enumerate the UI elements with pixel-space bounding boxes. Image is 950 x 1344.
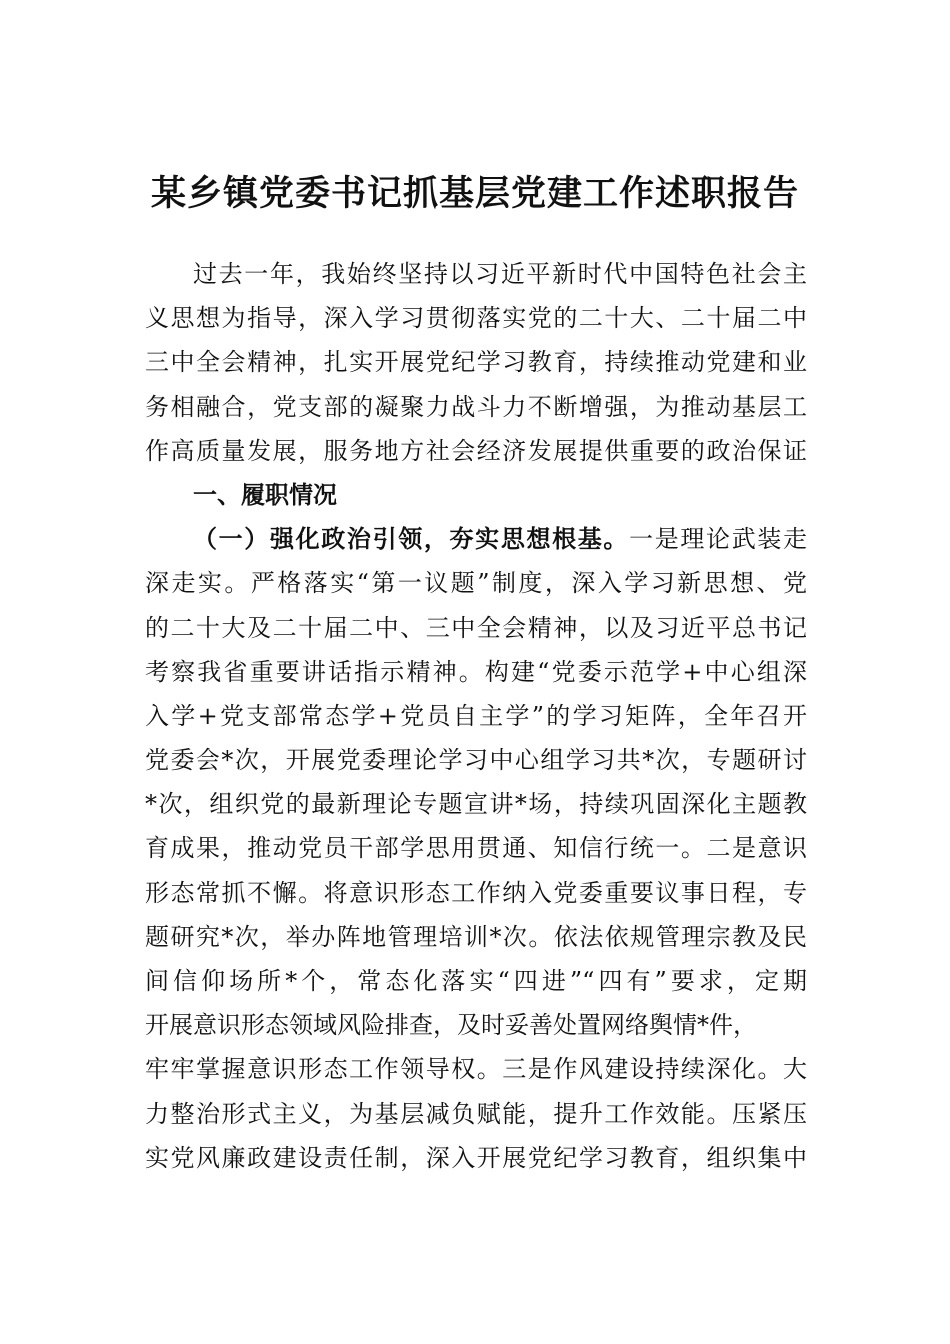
paragraph-line: 深走实。严格落实“第一议题”制度，深入学习新思想、党 xyxy=(145,569,807,598)
paragraph-line: 考察我省重要讲话指示精神。构建“党委示范学+中心组深 xyxy=(145,657,807,686)
paragraph-line: 间信仰场所*个，常态化落实“四进”“四有”要求，定期 xyxy=(145,967,807,995)
paragraph-line: 实党风廉政建设责任制，深入开展党纪学习教育，组织集中 xyxy=(145,1143,807,1172)
subsection-first-line-rest: 一是理论武装走 xyxy=(629,525,807,554)
intro-line: 务相融合，党支部的凝聚力战斗力不断增强，为推动基层工 xyxy=(145,392,807,421)
subsection-first-line xyxy=(145,517,807,561)
paragraph-line: 牢牢掌握意识形态工作领导权。三是作风建设持续深化。大 xyxy=(145,1055,807,1084)
paragraph-line: 题研究*次，举办阵地管理培训*次。依法依规管理宗教及民 xyxy=(145,922,807,951)
paragraph-line: 党委会*次，开展党委理论学习中心组学习共*次，专题研讨 xyxy=(145,746,807,775)
paragraph-line: *次，组织党的最新理论专题宣讲*场，持续巩固深化主题教 xyxy=(145,790,807,819)
document-body xyxy=(145,252,807,1180)
section-heading: 一、履职情况 xyxy=(193,480,337,509)
intro-line: 过去一年，我始终坚持以习近平新时代中国特色社会主 xyxy=(193,260,807,288)
subsection-label: （一）强化政治引领，夯实思想根基。 xyxy=(193,524,630,554)
paragraph-line: 育成果，推动党员干部学思用贯通、知信行统一。二是意识 xyxy=(145,834,807,863)
paragraph-line: 的二十大及二十届二中、三中全会精神，以及习近平总书记 xyxy=(145,613,807,642)
paragraph-line: 开展意识形态领域风险排查，及时妥善处置网络舆情*件， xyxy=(145,1011,757,1040)
intro-line: 作高质量发展，服务地方社会经济发展提供重要的政治保证 xyxy=(145,436,807,465)
paragraph-line: 力整治形式主义，为基层减负赋能，提升工作效能。压紧压 xyxy=(145,1099,807,1128)
paragraph-line: 形态常抓不懈。将意识形态工作纳入党委重要议事日程，专 xyxy=(145,878,807,907)
intro-line: 义思想为指导，深入学习贯彻落实党的二十大、二十届二中 xyxy=(145,304,807,333)
intro-line: 三中全会精神，扎实开展党纪学习教育，持续推动党建和业 xyxy=(145,348,807,377)
paragraph-line: 入学+党支部常态学+党员自主学”的学习矩阵，全年召开 xyxy=(145,701,807,730)
document-title: 某乡镇党委书记抓基层党建工作述职报告 xyxy=(150,173,799,214)
